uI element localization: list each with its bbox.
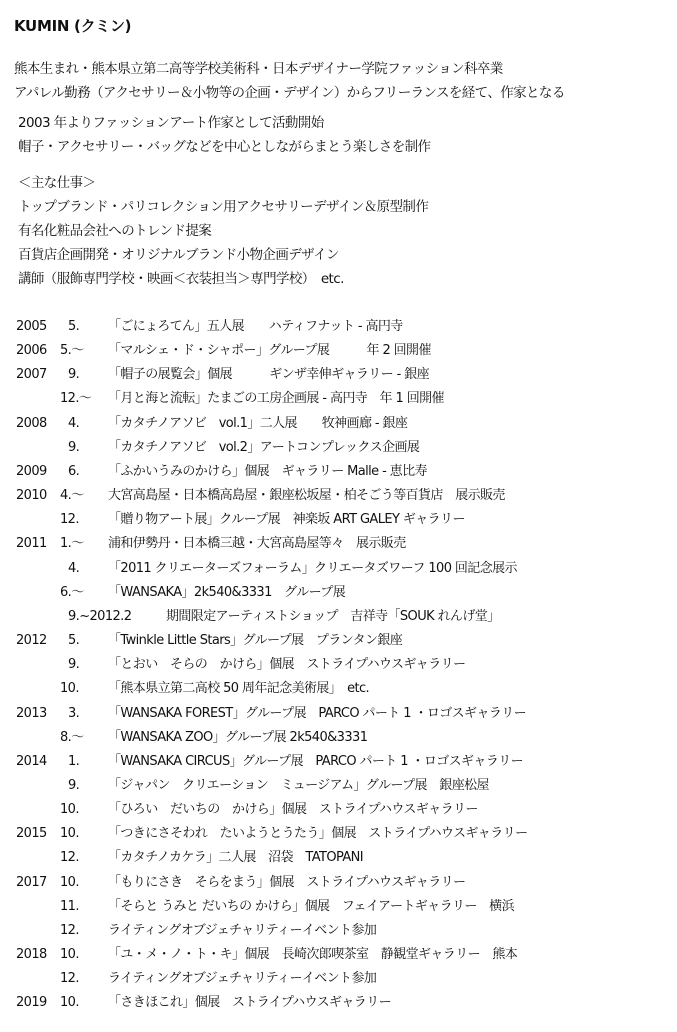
history-description: ライティングオブジェチャリティーイベント参加: [108, 971, 377, 987]
history-description: 大宮高島屋・日本橋高島屋・銀座松坂屋・柏そごう等百貨店 展示販売: [108, 488, 505, 504]
activity-line: 2003 年よりファッションアート作家として活動開始: [18, 115, 324, 131]
history-year: 2007: [16, 367, 47, 383]
works-heading: ＜主な仕事＞: [18, 175, 96, 191]
history-month: 1.〜: [60, 536, 84, 552]
history-year: 2015: [16, 826, 47, 842]
history-month: 10.: [60, 947, 79, 963]
history-description: 浦和伊勢丹・日本橋三越・大宮高島屋等々 展示販売: [108, 536, 406, 552]
history-year: 2005: [16, 319, 47, 334]
works-line: 講師（服飾専門学校・映画＜衣装担当＞専門学校） etc.: [18, 271, 344, 287]
history-description: 「カタチノカケラ」二人展 沼袋 TATOPANI: [108, 850, 364, 866]
history-year: 2010: [16, 488, 47, 504]
history-description: 「WANSAKA」2k540&3331 グループ展: [108, 584, 346, 600]
history-year: 2008: [16, 415, 47, 431]
history-description: 期間限定アーティストショップ 吉祥寺「SOUK れんげ堂」: [166, 608, 500, 624]
history-description: 「マルシェ・ド・シャポー」グループ展 年 2 回開催: [108, 343, 431, 359]
history-month: 4.〜: [60, 488, 84, 504]
history-year: 2009: [16, 463, 47, 479]
history-description: 「ふかいうみのかけら」個展 ギャラリー Malle - 恵比寿: [108, 463, 427, 479]
history-description: ライティングオブジェチャリティーイベント参加: [108, 922, 377, 938]
history-year: 2017: [16, 874, 47, 890]
history-description: 「月と海と流転」たまごの工房企画展 - 高円寺 年 1 回開催: [108, 391, 444, 407]
history-month: 9.: [68, 777, 80, 793]
history-year: 2012: [16, 633, 47, 649]
history-year: 2019: [16, 995, 47, 1011]
history-month: 6.〜: [60, 584, 84, 600]
history-month: 10.: [60, 874, 79, 890]
history-month: 9.: [68, 367, 80, 383]
history-description: 「さきほこれ」個展 ストライプハウスギャラリー: [108, 995, 391, 1011]
history-description: 「WANSAKA FOREST」グループ展 PARCO パート 1 ・ロゴスギャラリー: [108, 705, 527, 721]
works-line: トップブランド・パリコレクション用アクセサリーデザイン＆原型制作: [18, 199, 429, 215]
history-month: 10.: [60, 681, 79, 697]
history-month: 9.: [68, 657, 80, 673]
history-month: 12.: [60, 971, 79, 987]
history-description: 「もりにさき そらをまう」個展 ストライプハウスギャラリー: [108, 874, 466, 890]
history-month: 5.〜: [60, 343, 84, 359]
bio-line: 熊本生まれ・熊本県立第二高等学校美術科・日本デザイナー学院ファッション科卒業: [14, 61, 503, 77]
history-month: 10.: [60, 995, 79, 1011]
bio-section: [14, 57, 565, 105]
artist-name-title: KUMIN (クミン): [14, 17, 132, 35]
history-description: 「ひろい だいちの かけら」個展 ストライプハウスギャラリー: [108, 802, 478, 818]
history-year: 2011: [16, 536, 47, 552]
history-month: 10.: [60, 802, 79, 818]
works-line: 有名化粧品会社へのトレンド提案: [18, 223, 212, 239]
history-description: 「WANSAKA CIRCUS」グループ展 PARCO パート 1 ・ロゴスギャラリー: [108, 753, 524, 769]
history-month: 11.: [60, 898, 79, 914]
history-year: 2018: [16, 947, 47, 963]
history-month: 1.: [68, 753, 80, 769]
history-month: 12.: [60, 850, 79, 866]
history-month: 12.: [60, 922, 79, 938]
history-description: 「カタチノアソビ vol.2」アートコンプレックス企画展: [108, 439, 420, 455]
activity-line: 帽子・アクセサリー・バッグなどを中心としながらまとう楽しさを制作: [18, 139, 431, 155]
history-year: 2006: [16, 343, 47, 359]
history-description: 「贈り物アート展」クループ展 神楽坂 ART GALEY ギャラリー: [108, 512, 465, 528]
history-description: 「帽子の展覧会」個展 ギンザ幸伸ギャラリー - 銀座: [108, 367, 430, 383]
history-description: 「つきにさそわれ たいようとうたう」個展 ストライプハウスギャラリー: [108, 826, 528, 842]
history-description: 「WANSAKA ZOO」グループ展 2k540&3331: [108, 729, 368, 745]
history-description: 「ユ・メ・ノ・ト・キ」個展 長崎次郎喫茶室 静観堂ギャラリー 熊本: [108, 947, 518, 963]
history-month: 3.: [68, 705, 80, 721]
works-line: 百貨店企画開発・オリジナルブランド小物企画デザイン: [18, 247, 339, 263]
history-month: 4.: [68, 415, 80, 431]
history-month: 9.: [68, 439, 80, 455]
history-month: 10.: [60, 826, 79, 842]
history-month: 8.〜: [60, 729, 84, 745]
main-works-section: [18, 171, 428, 291]
history-month: 12.〜: [60, 391, 92, 407]
activity-section: [18, 111, 430, 159]
history-month: 9.~2012.2: [68, 608, 132, 624]
history-description: 「2011 クリエーターズフォーラム」クリエータズワーフ 100 回記念展示: [108, 560, 517, 576]
history-month: 5.: [68, 319, 80, 334]
history-month: 4.: [68, 560, 80, 576]
history-description: 「熊本県立第二高校 50 周年記念美術展」 etc.: [108, 681, 370, 697]
history-month: 6.: [68, 463, 80, 479]
history-description: 「カタチノアソビ vol.1」二人展 牧神画廊 - 銀座: [108, 415, 408, 431]
history-description: 「とおい そらの かけら」個展 ストライプハウスギャラリー: [108, 657, 466, 673]
history-month: 5.: [68, 633, 80, 649]
history-description: 「ごにょろてん」五人展 ハティフナット - 高円寺: [108, 319, 403, 334]
history-description: 「ジャパン クリエーション ミュージアム」グループ展 銀座松屋: [108, 777, 489, 793]
history-description: 「そらと うみと だいちの かけら」個展 フェイアートギャラリー 横浜: [108, 898, 514, 914]
history-year: 2013: [16, 705, 47, 721]
history-description: 「Twinkle Little Stars」グループ展 プランタン銀座: [108, 633, 403, 649]
history-month: 12.: [60, 512, 79, 528]
bio-line: アパレル勤務（アクセサリー＆小物等の企画・デザイン）からフリーランスを経て、作家となる: [14, 85, 565, 101]
history-year: 2014: [16, 753, 47, 769]
